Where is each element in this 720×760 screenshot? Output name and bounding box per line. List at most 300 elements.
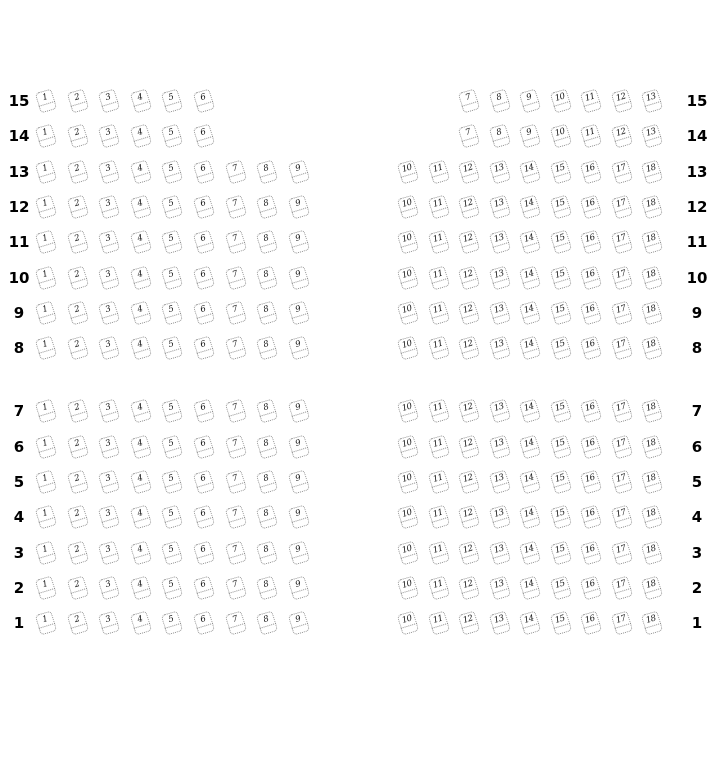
seat[interactable] — [458, 611, 480, 636]
seat[interactable] — [580, 336, 602, 361]
seat[interactable] — [288, 399, 310, 424]
seat[interactable] — [256, 300, 278, 325]
seat[interactable] — [580, 575, 602, 600]
seat[interactable] — [610, 265, 632, 290]
seat-divider — [291, 623, 308, 629]
seat-divider — [70, 312, 87, 318]
seat[interactable] — [549, 194, 571, 219]
seat[interactable] — [458, 540, 480, 565]
seat[interactable] — [193, 434, 215, 459]
seat[interactable] — [641, 88, 663, 113]
seat[interactable] — [161, 300, 183, 325]
seat[interactable] — [580, 265, 602, 290]
seat-number: 2 — [72, 268, 81, 280]
seat[interactable] — [610, 159, 632, 184]
seat-number: 4 — [135, 127, 144, 139]
seat[interactable] — [549, 265, 571, 290]
seat[interactable] — [161, 159, 183, 184]
seat[interactable] — [397, 159, 419, 184]
seat[interactable] — [580, 611, 602, 636]
seat[interactable] — [610, 88, 632, 113]
seat[interactable] — [130, 540, 152, 565]
seat[interactable] — [98, 159, 120, 184]
seat[interactable] — [224, 265, 246, 290]
seat[interactable] — [488, 230, 510, 255]
seat[interactable] — [427, 265, 449, 290]
seat[interactable] — [519, 434, 541, 459]
seat[interactable] — [641, 505, 663, 530]
seat[interactable] — [35, 300, 57, 325]
seat[interactable] — [458, 300, 480, 325]
seat-number: 1 — [41, 543, 49, 555]
seat[interactable] — [161, 88, 183, 113]
seat[interactable] — [66, 575, 88, 600]
seat[interactable] — [641, 194, 663, 219]
seat[interactable] — [288, 336, 310, 361]
seat[interactable] — [488, 124, 510, 149]
seat-number: 16 — [583, 472, 597, 485]
seat[interactable] — [130, 611, 152, 636]
seat[interactable] — [610, 124, 632, 149]
seat[interactable] — [161, 265, 183, 290]
seat[interactable] — [397, 399, 419, 424]
seat[interactable] — [98, 194, 120, 219]
seat[interactable] — [288, 611, 310, 636]
seat[interactable] — [98, 469, 120, 494]
seat[interactable] — [519, 611, 541, 636]
seat[interactable] — [256, 434, 278, 459]
seat[interactable] — [641, 540, 663, 565]
seat[interactable] — [130, 230, 152, 255]
seat[interactable] — [610, 540, 632, 565]
seat[interactable] — [288, 469, 310, 494]
seat[interactable] — [256, 399, 278, 424]
seat[interactable] — [161, 124, 183, 149]
seat-divider — [165, 171, 182, 177]
seat[interactable] — [256, 575, 278, 600]
seat[interactable] — [549, 469, 571, 494]
seat[interactable] — [458, 399, 480, 424]
seat[interactable] — [519, 505, 541, 530]
seat-number: 10 — [400, 338, 414, 351]
seat[interactable] — [610, 611, 632, 636]
seat-divider — [133, 517, 150, 523]
seat[interactable] — [98, 399, 120, 424]
seat[interactable] — [130, 399, 152, 424]
seat-number: 12 — [461, 578, 475, 591]
seat[interactable] — [288, 575, 310, 600]
seat-number: 18 — [644, 338, 658, 351]
seat[interactable] — [549, 336, 571, 361]
seat[interactable] — [488, 159, 510, 184]
seat[interactable] — [458, 505, 480, 530]
seat[interactable] — [641, 300, 663, 325]
seat[interactable] — [427, 399, 449, 424]
seat[interactable] — [193, 194, 215, 219]
seat[interactable] — [549, 575, 571, 600]
seat[interactable] — [427, 336, 449, 361]
seat[interactable] — [161, 575, 183, 600]
seat[interactable] — [288, 505, 310, 530]
seat[interactable] — [130, 265, 152, 290]
seat[interactable] — [66, 159, 88, 184]
seat-number: 3 — [104, 127, 112, 139]
seat-number: 8 — [262, 268, 270, 280]
seat[interactable] — [580, 540, 602, 565]
seat[interactable] — [549, 159, 571, 184]
seat-divider — [431, 171, 448, 177]
seat[interactable] — [130, 505, 152, 530]
seat[interactable] — [161, 611, 183, 636]
seat[interactable] — [580, 88, 602, 113]
seat[interactable] — [98, 124, 120, 149]
seat[interactable] — [256, 194, 278, 219]
seat[interactable] — [66, 399, 88, 424]
seat[interactable] — [427, 300, 449, 325]
seat[interactable] — [580, 194, 602, 219]
seat[interactable] — [66, 300, 88, 325]
seat[interactable] — [35, 469, 57, 494]
seat[interactable] — [519, 159, 541, 184]
seat[interactable] — [66, 230, 88, 255]
seat[interactable] — [549, 88, 571, 113]
seat[interactable] — [641, 336, 663, 361]
seat-divider — [553, 411, 570, 417]
seat[interactable] — [224, 540, 246, 565]
seat-number: 3 — [104, 268, 112, 280]
seat[interactable] — [256, 469, 278, 494]
seat-divider — [553, 277, 570, 283]
seat-number: 11 — [431, 472, 444, 485]
seat[interactable] — [427, 159, 449, 184]
seat[interactable] — [397, 611, 419, 636]
seat[interactable] — [641, 611, 663, 636]
seat[interactable] — [610, 469, 632, 494]
seat[interactable] — [288, 540, 310, 565]
seat[interactable] — [161, 230, 183, 255]
seat[interactable] — [519, 194, 541, 219]
seat[interactable] — [193, 159, 215, 184]
seat[interactable] — [288, 194, 310, 219]
seat[interactable] — [458, 469, 480, 494]
seat[interactable] — [256, 505, 278, 530]
seat[interactable] — [66, 505, 88, 530]
seat[interactable] — [193, 540, 215, 565]
seat[interactable] — [193, 505, 215, 530]
seat[interactable] — [519, 469, 541, 494]
seat[interactable] — [98, 230, 120, 255]
seat[interactable] — [519, 88, 541, 113]
seat[interactable] — [193, 230, 215, 255]
seat[interactable] — [610, 399, 632, 424]
seat[interactable] — [549, 434, 571, 459]
seat[interactable] — [397, 469, 419, 494]
seat-number: 3 — [104, 91, 112, 103]
seat[interactable] — [580, 434, 602, 459]
seat[interactable] — [458, 230, 480, 255]
seat[interactable] — [224, 575, 246, 600]
seat[interactable] — [193, 336, 215, 361]
seat-divider — [614, 482, 631, 488]
seat-divider — [133, 482, 150, 488]
seat[interactable] — [397, 505, 419, 530]
seat[interactable] — [98, 540, 120, 565]
seat[interactable] — [193, 469, 215, 494]
seat[interactable] — [66, 434, 88, 459]
seat[interactable] — [580, 159, 602, 184]
seat[interactable] — [193, 611, 215, 636]
seat[interactable] — [427, 505, 449, 530]
seat[interactable] — [98, 265, 120, 290]
seat[interactable] — [224, 505, 246, 530]
seat[interactable] — [224, 434, 246, 459]
seat[interactable] — [610, 505, 632, 530]
seat[interactable] — [66, 469, 88, 494]
seat[interactable] — [256, 336, 278, 361]
seat[interactable] — [35, 540, 57, 565]
seat[interactable] — [98, 575, 120, 600]
seat[interactable] — [458, 194, 480, 219]
seat[interactable] — [397, 575, 419, 600]
seat-divider — [260, 517, 277, 523]
seat[interactable] — [580, 124, 602, 149]
seat[interactable] — [519, 300, 541, 325]
seat[interactable] — [288, 300, 310, 325]
seat[interactable] — [427, 434, 449, 459]
seat[interactable] — [458, 336, 480, 361]
seat[interactable] — [519, 336, 541, 361]
seat[interactable] — [35, 124, 57, 149]
seat-divider — [260, 552, 277, 558]
seat[interactable] — [35, 194, 57, 219]
seat[interactable] — [641, 434, 663, 459]
seat[interactable] — [161, 434, 183, 459]
seat[interactable] — [288, 159, 310, 184]
seat[interactable] — [458, 434, 480, 459]
seat[interactable] — [35, 159, 57, 184]
seat[interactable] — [161, 399, 183, 424]
seat[interactable] — [488, 336, 510, 361]
seat[interactable] — [549, 611, 571, 636]
seat[interactable] — [397, 194, 419, 219]
seat[interactable] — [130, 575, 152, 600]
seat[interactable] — [580, 300, 602, 325]
seat[interactable] — [256, 230, 278, 255]
seat[interactable] — [488, 194, 510, 219]
seat[interactable] — [66, 265, 88, 290]
seat[interactable] — [224, 611, 246, 636]
seat[interactable] — [610, 575, 632, 600]
seat[interactable] — [288, 265, 310, 290]
seat[interactable] — [66, 124, 88, 149]
seat[interactable] — [641, 159, 663, 184]
seat-number: 6 — [199, 543, 207, 555]
seat[interactable] — [610, 194, 632, 219]
seat[interactable] — [130, 434, 152, 459]
seat[interactable] — [488, 434, 510, 459]
seat[interactable] — [580, 469, 602, 494]
seat[interactable] — [256, 611, 278, 636]
seat[interactable] — [98, 611, 120, 636]
seat[interactable] — [641, 575, 663, 600]
seat[interactable] — [193, 265, 215, 290]
seat[interactable] — [580, 505, 602, 530]
seat[interactable] — [458, 265, 480, 290]
seat[interactable] — [549, 540, 571, 565]
seat[interactable] — [488, 300, 510, 325]
seat[interactable] — [519, 399, 541, 424]
seat[interactable] — [610, 230, 632, 255]
seat-divider — [70, 552, 87, 558]
seat[interactable] — [641, 230, 663, 255]
seat[interactable] — [130, 336, 152, 361]
seat[interactable] — [488, 540, 510, 565]
seat[interactable] — [549, 300, 571, 325]
seat[interactable] — [193, 88, 215, 113]
seat[interactable] — [161, 469, 183, 494]
seat[interactable] — [549, 505, 571, 530]
seat[interactable] — [488, 469, 510, 494]
seat[interactable] — [641, 124, 663, 149]
seat[interactable] — [549, 399, 571, 424]
seat[interactable] — [98, 336, 120, 361]
seat[interactable] — [256, 159, 278, 184]
seat[interactable] — [288, 434, 310, 459]
seat[interactable] — [130, 124, 152, 149]
seat[interactable] — [488, 611, 510, 636]
seat-number: 2 — [72, 339, 81, 351]
seat[interactable] — [35, 575, 57, 600]
seat[interactable] — [224, 300, 246, 325]
seat[interactable] — [580, 230, 602, 255]
seat[interactable] — [427, 575, 449, 600]
seat[interactable] — [610, 434, 632, 459]
seat[interactable] — [35, 611, 57, 636]
seat[interactable] — [488, 88, 510, 113]
seat-divider — [165, 587, 182, 593]
seat[interactable] — [641, 399, 663, 424]
seat[interactable] — [98, 434, 120, 459]
seat[interactable] — [35, 265, 57, 290]
seat-number: 6 — [199, 268, 207, 280]
seat[interactable] — [397, 230, 419, 255]
seat[interactable] — [35, 88, 57, 113]
seat[interactable] — [130, 194, 152, 219]
seat[interactable] — [641, 469, 663, 494]
seat[interactable] — [488, 399, 510, 424]
row-label-left: 1 — [13, 614, 25, 633]
seat[interactable] — [519, 124, 541, 149]
seat[interactable] — [161, 194, 183, 219]
seat[interactable] — [35, 336, 57, 361]
seat[interactable] — [519, 230, 541, 255]
seat[interactable] — [224, 469, 246, 494]
seat[interactable] — [224, 399, 246, 424]
seat[interactable] — [397, 300, 419, 325]
seat[interactable] — [193, 575, 215, 600]
seat-number: 6 — [199, 339, 207, 351]
seat[interactable] — [427, 230, 449, 255]
seat[interactable] — [427, 611, 449, 636]
seat[interactable] — [397, 265, 419, 290]
seat[interactable] — [35, 230, 57, 255]
seat[interactable] — [130, 159, 152, 184]
seat[interactable] — [427, 194, 449, 219]
seat[interactable] — [397, 434, 419, 459]
seat[interactable] — [519, 575, 541, 600]
seat[interactable] — [161, 505, 183, 530]
seat[interactable] — [193, 124, 215, 149]
seat[interactable] — [66, 194, 88, 219]
seat[interactable] — [458, 124, 480, 149]
seat[interactable] — [641, 265, 663, 290]
seat[interactable] — [610, 300, 632, 325]
seat[interactable] — [35, 399, 57, 424]
seat[interactable] — [161, 540, 183, 565]
seat-number: 2 — [72, 614, 81, 626]
seat[interactable] — [66, 611, 88, 636]
seat[interactable] — [35, 434, 57, 459]
seat-number: 3 — [104, 303, 112, 315]
seat[interactable] — [66, 540, 88, 565]
seat[interactable] — [66, 336, 88, 361]
seat-number: 11 — [431, 303, 444, 316]
seat[interactable] — [224, 159, 246, 184]
seat[interactable] — [427, 540, 449, 565]
seat[interactable] — [397, 540, 419, 565]
seat[interactable] — [130, 88, 152, 113]
seat[interactable] — [98, 505, 120, 530]
seat[interactable] — [193, 300, 215, 325]
seat-divider — [196, 348, 213, 354]
seat[interactable] — [610, 336, 632, 361]
seat[interactable] — [224, 336, 246, 361]
seat-divider — [102, 171, 119, 177]
seat[interactable] — [161, 336, 183, 361]
seat[interactable] — [224, 230, 246, 255]
seat-number: 5 — [167, 91, 176, 103]
seat[interactable] — [488, 505, 510, 530]
seat[interactable] — [224, 194, 246, 219]
seat[interactable] — [519, 540, 541, 565]
seat[interactable] — [427, 469, 449, 494]
seat[interactable] — [549, 230, 571, 255]
seat[interactable] — [288, 230, 310, 255]
seat[interactable] — [193, 399, 215, 424]
seat[interactable] — [549, 124, 571, 149]
seat-divider — [644, 587, 661, 593]
seat[interactable] — [256, 540, 278, 565]
seat[interactable] — [488, 265, 510, 290]
seat-number: 16 — [583, 613, 597, 626]
seat-divider — [102, 552, 119, 558]
seat[interactable] — [397, 336, 419, 361]
seat[interactable] — [98, 88, 120, 113]
seat[interactable] — [98, 300, 120, 325]
seat[interactable] — [130, 300, 152, 325]
seat[interactable] — [519, 265, 541, 290]
seat[interactable] — [458, 159, 480, 184]
seat[interactable] — [35, 505, 57, 530]
seat-divider — [431, 206, 448, 212]
seat[interactable] — [256, 265, 278, 290]
seat[interactable] — [458, 575, 480, 600]
seat[interactable] — [66, 88, 88, 113]
seat[interactable] — [580, 399, 602, 424]
seat[interactable] — [488, 575, 510, 600]
seat[interactable] — [458, 88, 480, 113]
seat[interactable] — [130, 469, 152, 494]
